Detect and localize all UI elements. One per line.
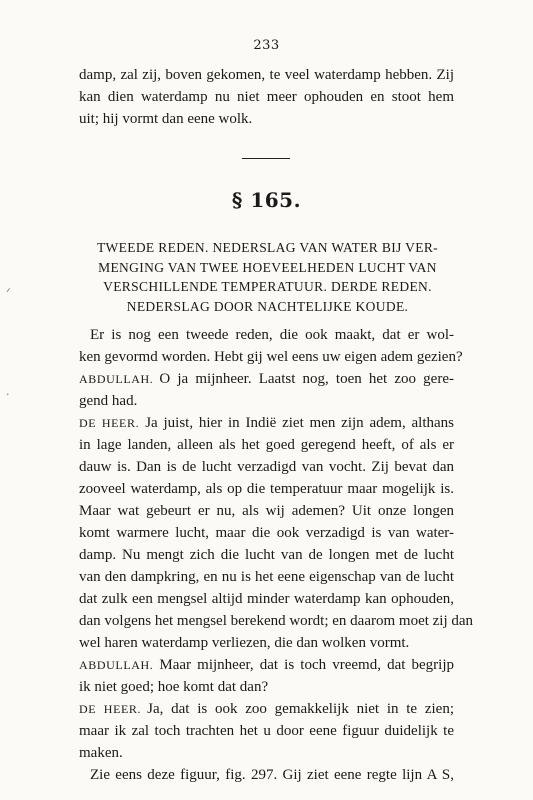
section-number: § 165.: [231, 188, 302, 212]
text-line: dauw is. Dan is de lucht verzadigd van vocht. Zij bevat dan: [79, 459, 454, 475]
text-line: in lage landen, alleen als het goed geregend heeft, of als er: [79, 437, 454, 453]
text-line: maar ik zal toch trachten het u door eene figuur duidelijk te: [79, 723, 454, 739]
speaker-label: ABDULLAH.: [79, 372, 154, 386]
speaker-label: DE HEER.: [79, 702, 142, 716]
dialogue-line: [79, 412, 454, 434]
text-line: gend had.: [79, 393, 138, 409]
heading-line: VERSCHILLENDE TEMPERATUUR. DERDE REDEN.: [103, 279, 432, 294]
dialogue-line: [79, 698, 454, 720]
dialogue-text: O ja mijnheer. Laatst nog, toen het zoo gere-: [159, 371, 454, 387]
text-line: damp. Nu mengt zich die lucht van de longen met de lucht: [79, 547, 454, 563]
dialogue-text: Ja, dat is ook zoo gemakkelijk niet in te zien;: [147, 701, 454, 717]
text-line: Maar wat gebeurt er nu, als wij ademen? Uit onze longen: [79, 503, 454, 519]
margin-mark: ᐟ: [6, 286, 11, 299]
text-line: wel haren waterdamp verliezen, die dan wolken vormt.: [79, 635, 410, 651]
dialogue-text: Maar mijnheer, dat is toch vreemd, dat begrijp: [159, 657, 454, 673]
text-line: komt warmere lucht, maar die ook verzadigd is van water-: [79, 525, 454, 541]
text-line: ik niet goed; hoe komt dat dan?: [79, 679, 269, 695]
text-line: van den dampkring, en nu is het eene eigenschap van de lucht: [79, 569, 454, 585]
heading-line: TWEEDE REDEN. NEDERSLAG VAN WATER BIJ VER-: [96, 240, 439, 255]
body-text: [79, 324, 474, 786]
top-paragraph: [79, 64, 454, 130]
dialogue-text: Ja juist, hier in Indië ziet men zijn adem, althans: [145, 415, 454, 431]
speaker-label: DE HEER.: [79, 416, 140, 430]
section-heading: [85, 238, 450, 316]
page-number: 233: [253, 38, 280, 53]
text-line: kan dien waterdamp nu niet meer ophouden en stoot hem: [79, 89, 454, 105]
text-line: dat zulk een mengsel altijd minder waterdamp kan ophouden,: [79, 591, 454, 607]
margin-mark: ·: [6, 388, 10, 401]
text-line: zooveel waterdamp, als op die temperatuur maar mogelijk is.: [79, 481, 454, 497]
speaker-label: ABDULLAH.: [79, 658, 154, 672]
section-divider: [242, 158, 290, 159]
dialogue-line: [79, 654, 454, 676]
text-line: Er is nog een tweede reden, die ook maakt, dat er wol-: [90, 327, 454, 343]
text-line: Zie eens deze figuur, fig. 297. Gij ziet eene regte lijn A S,: [90, 767, 454, 783]
heading-line: NEDERSLAG DOOR NACHTELIJKE KOUDE.: [126, 298, 409, 314]
heading-line: MENGING VAN TWEE HOEVEELHEDEN LUCHT VAN: [98, 259, 437, 275]
text-line: maken.: [79, 745, 123, 761]
dialogue-line: [79, 368, 454, 390]
text-line: dan volgens het mengsel berekend wordt; en daarom moet zij dan: [79, 613, 474, 629]
text-line: ken gevormd worden. Hebt gij wel eens uw eigen adem gezien?: [79, 349, 463, 365]
text-line: damp, zal zij, boven gekomen, te veel waterdamp hebben. Zij: [79, 67, 454, 83]
text-line: uit; hij vormt dan eene wolk.: [79, 111, 253, 127]
